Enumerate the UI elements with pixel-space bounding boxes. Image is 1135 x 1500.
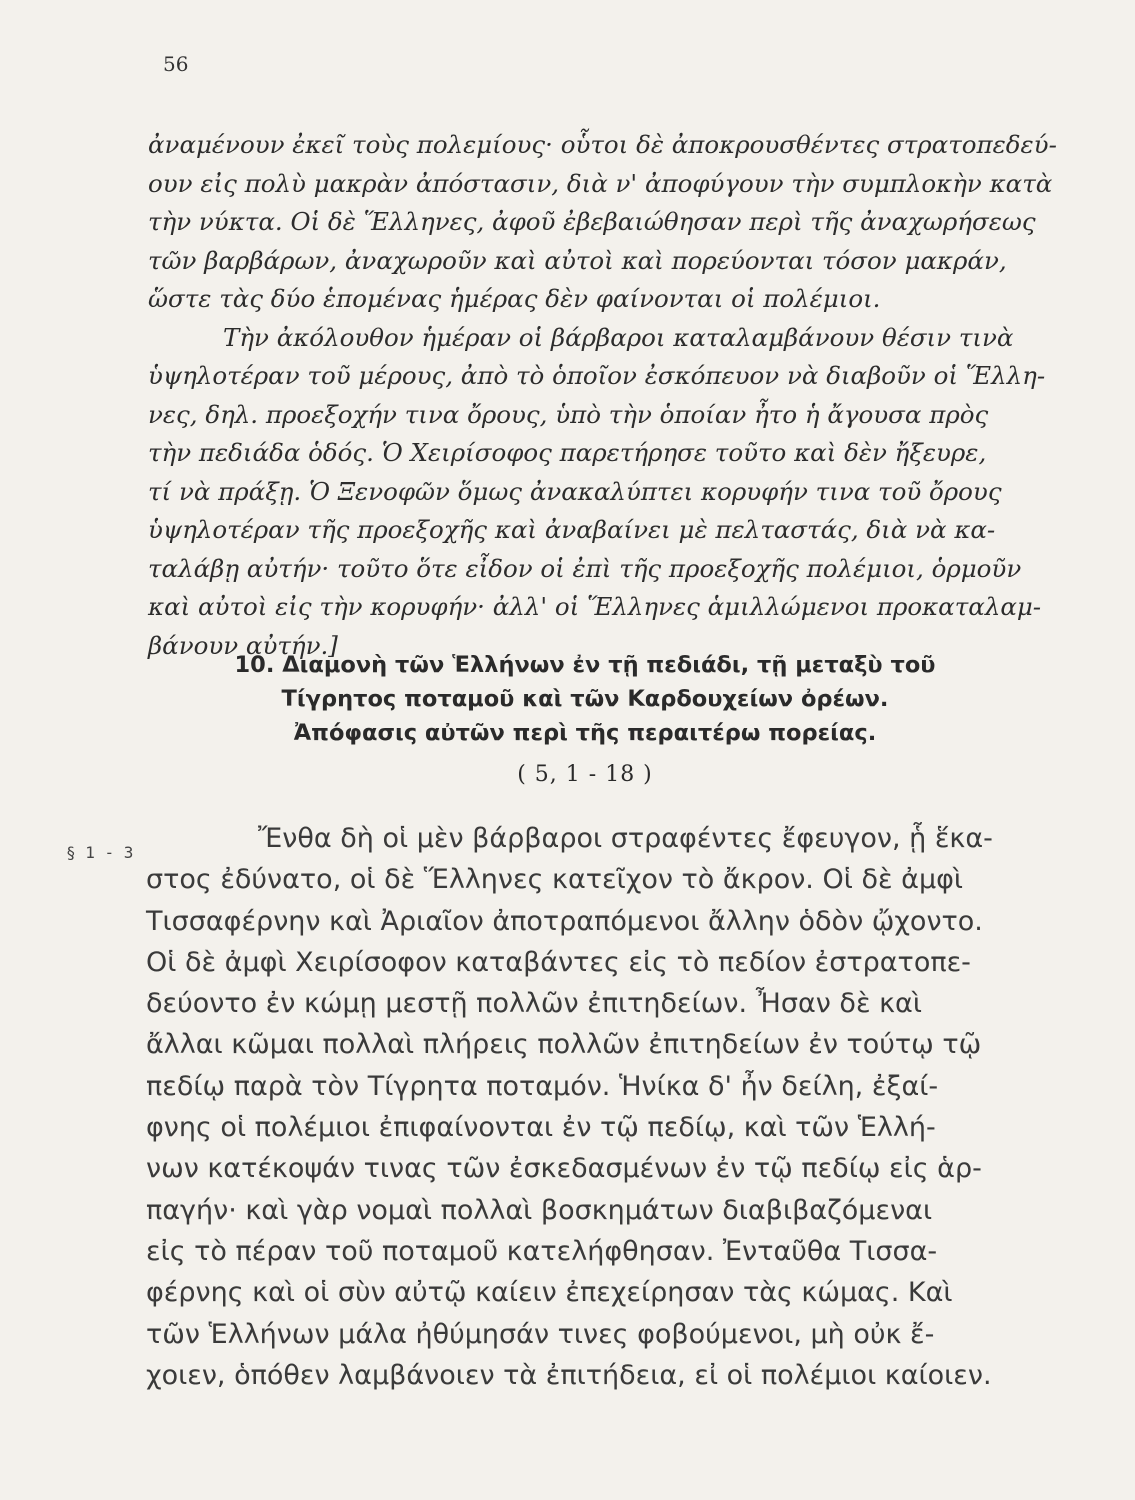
main-line: δεύοντο ἐν κώμῃ μεστῇ πολλῶν ἐπιτηδείων. Ἦσαν δὲ καὶ bbox=[146, 988, 922, 1020]
main-line: πεδίῳ παρὰ τὸν Τίγρητα ποταμόν. Ἡνίκα δ' ἦν δείλη, ἐξαί- bbox=[146, 1070, 939, 1102]
summary-line: Τὴν ἀκόλουθον ἡμέραν οἱ βάρβαροι καταλαμβάνουν θέσιν τινὰ bbox=[223, 322, 1014, 352]
chapter-reference: ( 5, 1 - 18 ) bbox=[517, 762, 653, 787]
main-line: Ἔνθα δὴ οἱ μὲν βάρβαροι στραφέντες ἔφευγον, ᾗ ἕκα- bbox=[258, 823, 993, 854]
main-line: νων κατέκοψάν τινας τῶν ἐσκεδασμένων ἐν τῷ πεδίῳ εἰς ἁρ- bbox=[146, 1153, 982, 1185]
summary-line: ὑψηλοτέραν τοῦ μέρους, ἀπὸ τὸ ὁποῖον ἐσκόπευον νὰ διαβοῦν οἱ Ἕλλη- bbox=[148, 361, 1046, 390]
main-text bbox=[146, 818, 1036, 1396]
main-line: στος ἐδύνατο, οἱ δὲ Ἕλληνες κατεῖχον τὸ ἄκρον. Οἱ δὲ ἀμφὶ bbox=[146, 864, 964, 896]
main-line: εἰς τὸ πέραν τοῦ ποταμοῦ κατελήφθησαν. Ἐνταῦθα Τισσα- bbox=[146, 1235, 938, 1267]
heading-line: Τίγρητος ποταμοῦ καὶ τῶν Καρδουχείων ὀρέων. bbox=[281, 686, 889, 712]
section-mark: § 1 - 3 bbox=[66, 843, 134, 862]
summary-line: βάνουν αὐτήν.] bbox=[148, 630, 338, 660]
summary-line: ἀναμένουν ἐκεῖ τοὺς πολεμίους· οὗτοι δὲ ἀποκρουσθέντες στρατοπεδεύ- bbox=[148, 130, 1057, 159]
main-line: παγήν· καὶ γὰρ νομαὶ πολλαὶ βοσκημάτων διαβιβαζόμεναι bbox=[146, 1194, 933, 1226]
main-line: φέρνης καὶ οἱ σὺν αὐτῷ καίειν ἐπεχείρησαν τὰς κώμας. Καὶ bbox=[146, 1277, 953, 1309]
summary-line: τί νὰ πράξῃ. Ὁ Ξενοφῶν ὅμως ἀνακαλύπτει κορυφήν τινα τοῦ ὄρους bbox=[148, 476, 1002, 506]
main-line: Τισσαφέρνην καὶ Ἀριαῖον ἀποτραπόμενοι ἄλλην ὁδὸν ᾤχοντο. bbox=[146, 905, 983, 937]
main-line: ἄλλαι κῶμαι πολλαὶ πλήρεις πολλῶν ἐπιτηδείων ἐν τούτῳ τῷ bbox=[146, 1029, 982, 1061]
summary-line: ὑψηλοτέραν τῆς προεξοχῆς καὶ ἀναβαίνει μὲ πελταστάς, διὰ νὰ κα- bbox=[148, 515, 996, 544]
summary-line: τῶν βαρβάρων, ἀναχωροῦν καὶ αὐτοὶ καὶ πορεύονται τόσον μακράν, bbox=[148, 245, 1007, 275]
summary-line: ταλάβῃ αὐτήν· τοῦτο ὅτε εἶδον οἱ ἐπὶ τῆς προεξοχῆς πολέμιοι, ὁρμοῦν bbox=[148, 553, 1022, 583]
main-line: τῶν Ἑλλήνων μάλα ἠθύμησάν τινες φοβούμενοι, μὴ οὐκ ἔ- bbox=[146, 1318, 935, 1350]
summary-line: καὶ αὐτοὶ εἰς τὴν κορυφήν· ἀλλ' οἱ Ἕλληνες ἁμιλλώμενοι προκαταλαμ- bbox=[148, 592, 1042, 621]
summary-line: ὥστε τὰς δύο ἑπομένας ἡμέρας δὲν φαίνονται οἱ πολέμιοι. bbox=[148, 284, 881, 313]
heading-line: Ἀπόφασις αὐτῶν περὶ τῆς περαιτέρω πορείας. bbox=[293, 720, 877, 746]
main-line: Οἱ δὲ ἀμφὶ Χειρίσοφον καταβάντες εἰς τὸ πεδίον ἐστρατοπε- bbox=[146, 946, 971, 978]
summary-line: ουν εἰς πολὺ μακρὰν ἀπόστασιν, διὰ ν' ἀποφύγουν τὴν συμπλοκὴν κατὰ bbox=[148, 168, 1053, 198]
main-line: χοιεν, ὁπόθεν λαμβάνοιεν τὰ ἐπιτήδεια, εἰ οἱ πολέμιοι καίοιεν. bbox=[146, 1359, 992, 1391]
main-line: φνης οἱ πολέμιοι ἐπιφαίνονται ἐν τῷ πεδίῳ, καὶ τῶν Ἑλλή- bbox=[146, 1112, 936, 1144]
summary-paragraph bbox=[148, 126, 1057, 665]
summary-line: νες, δηλ. προεξοχήν τινα ὄρους, ὑπὸ τὴν ὁποίαν ἦτο ἡ ἄγουσα πρὸς bbox=[148, 399, 989, 429]
section-heading bbox=[200, 648, 970, 792]
page-number: 56 bbox=[163, 52, 189, 76]
heading-line: 10. Διαμονὴ τῶν Ἑλλήνων ἐν τῇ πεδιάδι, τῇ μεταξὺ τοῦ bbox=[234, 652, 936, 678]
summary-line: τὴν νύκτα. Οἱ δὲ Ἕλληνες, ἀφοῦ ἐβεβαιώθησαν περὶ τῆς ἀναχωρήσεως bbox=[148, 207, 1036, 236]
summary-line: τὴν πεδιάδα ὁδός. Ὁ Χειρίσοφος παρετήρησε τοῦτο καὶ δὲν ἤξευρε, bbox=[148, 438, 987, 467]
